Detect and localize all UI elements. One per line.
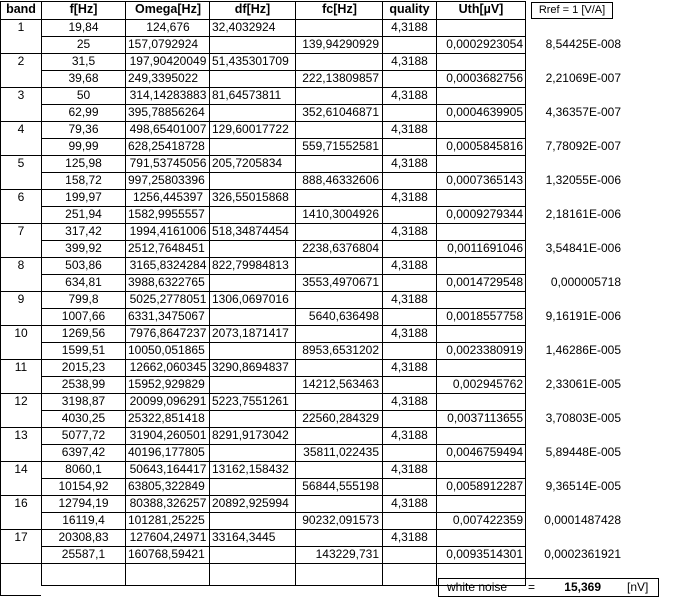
cell-om1: 3165,8324284 [129,258,207,272]
cell-band: 14 [14,462,28,476]
cell-om1: 124,676 [146,20,190,34]
rref-box [531,2,613,19]
cell-ratio: 2,21069E-007 [545,71,621,85]
white-noise-label: white noise [447,580,508,594]
cell-df: 326,55015868 [212,190,289,204]
cell-df: 822,79984813 [212,258,289,272]
header-quality: quality [389,2,430,16]
cell-fc: 888,46332606 [302,173,379,187]
row-divider [41,512,526,513]
cell-om1: 80388,326257 [129,496,207,510]
cell-om1: 1256,445397 [132,190,204,204]
cell-om1: 5025,2778051 [129,292,207,306]
cell-fc: 35811,022435 [303,445,379,459]
white-noise-equals: = [528,580,536,594]
cell-band: 6 [17,190,25,204]
cell-q: 4,3188 [391,258,428,272]
cell-df: 13162,158432 [212,462,289,476]
cell-uth: 0,0093514301 [446,547,523,561]
cell-fc: 143229,731 [315,547,379,561]
rref-label: Rref = 1 [V/A] [538,4,606,16]
header-f: f[Hz] [69,2,98,16]
grid-vline [382,1,383,586]
cell-f1: 1269,56 [61,326,106,340]
cell-uth: 0,0037113655 [447,411,523,425]
row-divider [41,444,526,445]
cell-fc: 56844,555198 [302,479,379,493]
row-divider [41,308,526,309]
grid-top [0,1,526,2]
cell-band: 13 [14,428,28,442]
cell-band: 7 [17,224,25,238]
cell-fc: 90232,091573 [302,513,379,527]
cell-df: 129,60017722 [212,122,289,136]
cell-om2: 997,25803396 [128,173,205,187]
cell-om1: 127604,24971 [129,530,207,544]
cell-uth: 0,0003682756 [446,71,523,85]
cell-om2: 157,0792924 [128,37,199,51]
cell-fc: 5640,636498 [308,309,379,323]
cell-uth: 0,0009279344 [446,207,523,221]
cell-fc: 1410,3004926 [302,207,379,221]
grid-vline [209,1,210,586]
cell-om2: 2512,7648451 [128,241,205,255]
cell-f1: 199,97 [65,190,102,204]
cell-q: 4,3188 [391,394,428,408]
cell-q: 4,3188 [391,360,428,374]
cell-fc: 14212,563463 [302,377,379,391]
cell-fc: 352,61046871 [302,105,379,119]
cell-uth: 0,0011691046 [447,241,523,255]
cell-om2: 1582,9955557 [128,207,205,221]
cell-band: 8 [17,258,25,272]
cell-ratio: 4,36357E-007 [545,105,621,119]
cell-om1: 31904,260501 [129,428,207,442]
cell-f2: 62,99 [68,105,99,119]
cell-uth: 0,0005845816 [446,139,523,153]
cell-f2: 1599,51 [61,343,106,357]
cell-ratio: 0,0002361921 [544,547,621,561]
cell-fc: 22560,284329 [302,411,379,425]
cell-df: 5223,7551261 [212,394,289,408]
cell-uth: 0,0023380919 [446,343,523,357]
cell-f2: 1007,66 [61,309,106,323]
cell-f1: 799,8 [68,292,99,306]
header-omega: Omega[Hz] [135,2,201,16]
row-divider [41,172,526,173]
cell-om1: 50643,164417 [129,462,207,476]
cell-df: 51,435301709 [212,54,289,68]
cell-ratio: 3,70803E-005 [545,411,621,425]
cell-q: 4,3188 [391,530,428,544]
cell-om2: 10050,051865 [128,343,205,357]
cell-om2: 101281,25225 [128,513,205,527]
grid-vline [125,1,126,586]
cell-fc: 8953,6531202 [302,343,379,357]
row-divider [41,342,526,343]
cell-band: 1 [17,20,25,34]
header-df: df[Hz] [234,2,271,16]
cell-f1: 50 [76,88,91,102]
grid-vline [0,1,1,595]
cell-q: 4,3188 [391,20,428,34]
header-fc: fc[Hz] [322,2,357,16]
cell-f1: 5077,72 [61,428,106,442]
row-divider [41,206,526,207]
header-bottom [0,19,526,20]
cell-f2: 634,81 [65,275,102,289]
cell-ratio: 0,000005718 [550,275,621,289]
cell-f2: 158,72 [65,173,102,187]
cell-om1: 197,90420049 [129,54,207,68]
cell-om2: 25322,851418 [128,411,205,425]
cell-om2: 15952,929829 [128,377,205,391]
cell-ratio: 1,46286E-005 [545,343,621,357]
cell-uth: 0,0046759494 [446,445,523,459]
cell-band: 2 [17,54,25,68]
cell-f1: 79,36 [68,122,99,136]
cell-fc: 3553,4970671 [302,275,379,289]
cell-om1: 314,14283883 [129,88,207,102]
cell-df: 20892,925994 [212,496,289,510]
cell-q: 4,3188 [391,224,428,238]
cell-df: 1306,0697016 [212,292,289,306]
grid-vline [436,1,437,586]
cell-f1: 125,98 [65,156,102,170]
cell-uth: 0,002945762 [452,377,523,391]
band-col-bottom [0,595,41,596]
cell-om2: 6331,3475067 [128,309,205,323]
row-divider [41,240,526,241]
cell-band: 17 [14,530,28,544]
cell-f1: 3198,87 [61,394,106,408]
cell-om2: 63805,322849 [128,479,205,493]
row-divider [41,70,526,71]
cell-q: 4,3188 [391,326,428,340]
cell-f1: 317,42 [65,224,102,238]
cell-om1: 498,65401007 [129,122,207,136]
cell-df: 33164,3445 [212,530,276,544]
cell-ratio: 2,33061E-005 [545,377,621,391]
cell-f1: 20308,83 [58,530,109,544]
row-divider [41,410,526,411]
cell-df: 3290,8694837 [212,360,289,374]
cell-uth: 0,0014729548 [446,275,523,289]
cell-df: 8291,9173042 [212,428,289,442]
cell-f1: 503,86 [65,258,102,272]
cell-band: 10 [14,326,28,340]
cell-fc: 222,13809857 [302,71,379,85]
cell-q: 4,3188 [391,122,428,136]
cell-f2: 399,92 [65,241,102,255]
grid-vline [525,1,526,586]
cell-q: 4,3188 [391,292,428,306]
cell-om2: 3988,6322765 [128,275,205,289]
cell-f2: 39,68 [68,71,99,85]
cell-om1: 20099,096291 [129,394,207,408]
cell-ratio: 5,89448E-005 [545,445,621,459]
cell-f2: 251,94 [65,207,102,221]
white-noise-unit: [nV] [627,580,649,594]
band-divider [0,563,526,564]
cell-q: 4,3188 [391,496,428,510]
row-divider [41,274,526,275]
cell-ratio: 9,36514E-005 [545,479,621,493]
cell-fc: 559,71552581 [302,139,379,153]
header-band: band [6,2,36,16]
header-uth: Uth[µV] [458,2,504,16]
cell-band: 9 [17,292,25,306]
row-divider [41,376,526,377]
cell-band: 11 [14,360,28,374]
cell-f1: 2015,23 [61,360,106,374]
cell-om1: 791,53745056 [129,156,207,170]
cell-om2: 395,78856264 [128,105,205,119]
cell-ratio: 9,16191E-006 [545,309,621,323]
cell-uth: 0,007422359 [452,513,523,527]
cell-uth: 0,0018557758 [446,309,523,323]
cell-ratio: 8,54425E-008 [545,37,621,51]
cell-q: 4,3188 [391,156,428,170]
cell-ratio: 2,18161E-006 [545,207,621,221]
cell-f2: 99,99 [68,139,99,153]
cell-band: 16 [14,496,28,510]
cell-df: 81,64573811 [212,88,282,102]
cell-band: 5 [17,156,25,170]
cell-band: 12 [14,394,28,408]
cell-df: 205,7205834 [212,156,283,170]
row-divider [41,546,526,547]
grid-vline [41,1,42,586]
cell-f2: 25587,1 [61,547,106,561]
cell-f1: 31,5 [71,54,96,68]
cell-f2: 10154,92 [58,479,109,493]
cell-uth: 0,0004639905 [446,105,523,119]
cell-ratio: 0,0001487428 [544,513,621,527]
cell-uth: 0,0007365143 [446,173,523,187]
cell-f1: 8060,1 [65,462,102,476]
cell-q: 4,3188 [391,462,428,476]
cell-fc: 139,94290929 [302,37,379,51]
cell-band: 4 [17,122,25,136]
cell-uth: 0,0002923054 [446,37,523,51]
cell-ratio: 1,32055E-006 [545,173,621,187]
row-divider [41,104,526,105]
cell-f2: 6397,42 [61,445,106,459]
row-divider [41,36,526,37]
cell-df: 2073,1871417 [212,326,289,340]
cell-ratio: 7,78092E-007 [545,139,621,153]
white-noise-value: 15,369 [564,580,601,594]
cell-uth: 0,0058912287 [446,479,523,493]
row-divider [41,478,526,479]
cell-df: 518,34874454 [212,224,289,238]
cell-q: 4,3188 [391,190,428,204]
cell-om1: 1994,4161006 [129,224,207,238]
cell-q: 4,3188 [391,88,428,102]
cell-q: 4,3188 [391,428,428,442]
white-noise-box [438,578,659,597]
cell-f2: 25 [76,37,91,51]
cell-f1: 12794,19 [58,496,109,510]
cell-ratio: 3,54841E-006 [545,241,621,255]
cell-q: 4,3188 [391,54,428,68]
cell-f2: 16119,4 [62,513,105,527]
grid-vline [295,1,296,586]
cell-fc: 2238,6376804 [302,241,379,255]
cell-band: 3 [17,88,25,102]
cell-om2: 628,25418728 [128,139,205,153]
cell-f2: 4030,25 [61,411,106,425]
row-divider [41,138,526,139]
cell-om2: 160768,59421 [128,547,205,561]
cell-om2: 249,3395022 [128,71,199,85]
cell-df: 32,4032924 [212,20,276,34]
cell-om2: 40196,177805 [128,445,205,459]
cell-om1: 7976,8647237 [129,326,207,340]
cell-f1: 19,84 [68,20,99,34]
cell-om1: 12662,060345 [129,360,207,374]
cell-f2: 2538,99 [61,377,106,391]
